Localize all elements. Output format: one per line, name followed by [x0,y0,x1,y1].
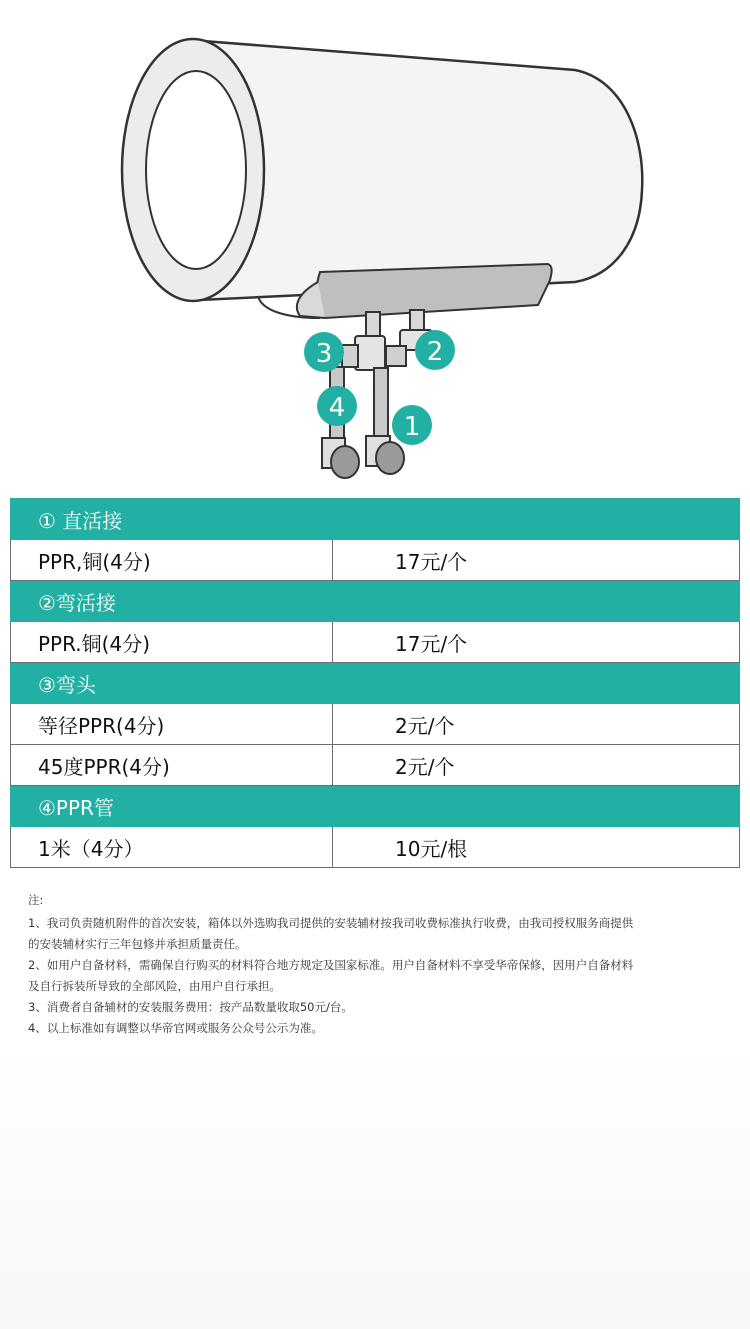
note-line: 的安装辅材实行三年包修并承担质量责任。 [28,937,247,951]
section-title: ②弯活接 [11,581,740,622]
badge-3 [304,332,344,372]
page-bottom-background [0,1040,750,1329]
item-name: 45度PPR(4分) [11,745,333,786]
table-row [11,540,740,581]
item-name: 1米（4分） [11,827,333,868]
section-header-row [11,581,740,622]
section-header-row [11,499,740,540]
accessory-price-table [10,498,740,868]
note-line: 4、以上标准如有调整以华帝官网或服务公众号公示为准。 [28,1021,323,1035]
badge-2 [415,330,455,370]
notes-section [28,890,728,1039]
svg-text:3: 3 [315,339,333,369]
notes-heading: 注: [28,893,44,907]
item-price: 2元/个 [333,704,740,745]
item-name: PPR,铜(4分) [11,540,333,581]
item-price: 17元/个 [333,540,740,581]
badge-1 [392,405,432,445]
note-line: 2、如用户自备材料，需确保自行购买的材料符合地方规定及国家标准。用户自备材料不享受华帝保修，因用户自备材料 [28,958,634,972]
item-name: PPR.铜(4分) [11,622,333,663]
note-line: 3、消费者自备辅材的安装服务费用：按产品数量收取50元/台。 [28,1000,353,1014]
svg-text:2: 2 [426,337,444,367]
note-line: 1、我司负责随机附件的首次安装，箱体以外选购我司提供的安装辅材按我司收费标准执行收费，由我司授权服务商提供 [28,916,634,930]
badge-4 [317,386,357,426]
water-heater-illustration [0,0,750,490]
section-title: ③弯头 [11,663,740,704]
note-line: 及自行拆装所导致的全部风险，由用户自行承担。 [28,979,281,993]
item-price: 17元/个 [333,622,740,663]
water-heater-tank [122,39,642,318]
table-row [11,622,740,663]
item-name: 等径PPR(4分) [11,704,333,745]
item-price: 2元/个 [333,745,740,786]
table-row [11,704,740,745]
item-price: 10元/根 [333,827,740,868]
svg-text:1: 1 [403,412,421,442]
section-header-row [11,786,740,827]
section-title: ① 直活接 [11,499,740,540]
table-row [11,827,740,868]
section-title: ④PPR管 [11,786,740,827]
section-header-row [11,663,740,704]
svg-text:4: 4 [328,393,346,423]
table-row [11,745,740,786]
